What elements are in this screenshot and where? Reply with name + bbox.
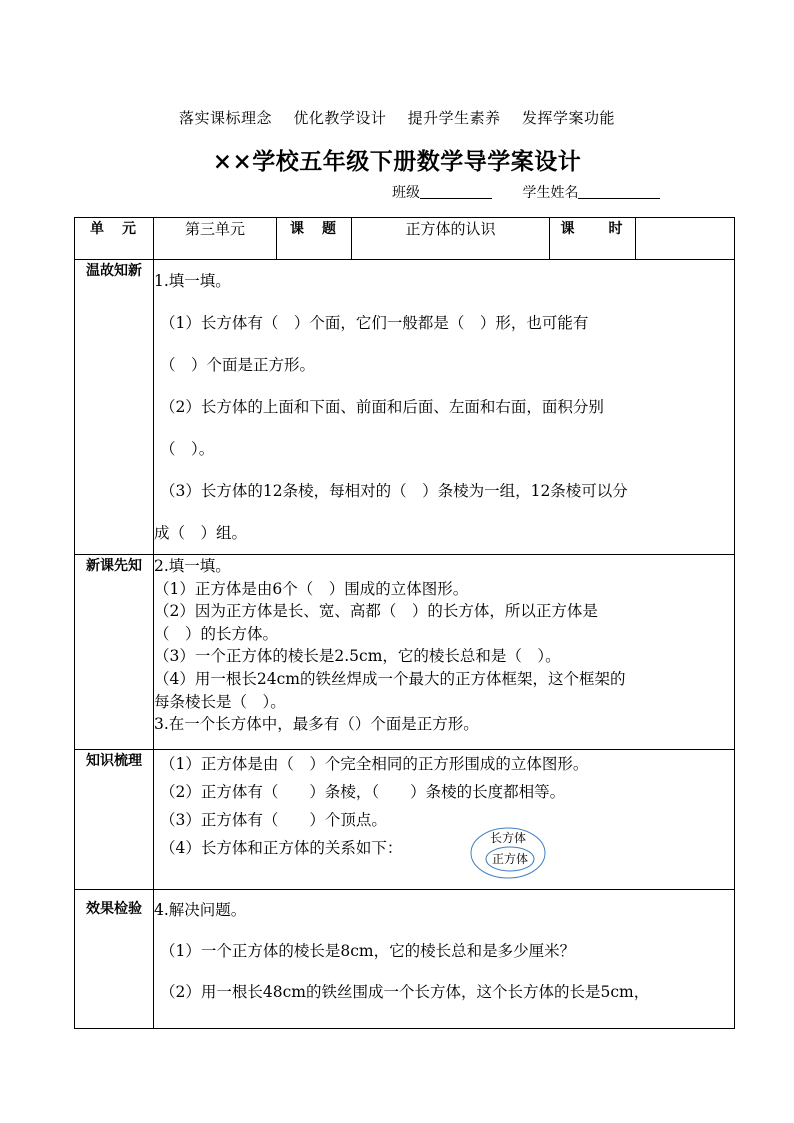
knowledge-row: [75, 750, 735, 890]
preview-line: 每条棱长是（ ）。: [154, 692, 286, 711]
knowledge-content: [154, 750, 735, 890]
name-label: 学生姓名: [522, 185, 579, 201]
knowledge-label: 知识梳理: [75, 750, 154, 890]
review-line: 1.填一填。: [154, 272, 231, 290]
page-title: ××学校五年级下册数学导学案设计: [212, 148, 582, 175]
check-content: [154, 890, 735, 1029]
check-line: （2）用一根长48cm的铁丝围成一个长方体，这个长方体的长是5cm，: [160, 983, 650, 1001]
slogan-2: 优化教学设计: [293, 109, 387, 127]
period-label: 课 时: [550, 218, 636, 260]
review-line: （ ）。: [160, 440, 215, 458]
review-label: 温故知新: [75, 260, 154, 555]
check-line: 4.解决问题。: [154, 901, 247, 919]
knowledge-line: （1）正方体是由（ ）个完全相同的正方形围成的立体图形。: [160, 755, 589, 773]
slogan-4: 发挥学案功能: [521, 109, 615, 127]
name-blank[interactable]: [578, 184, 660, 199]
review-line: （3）长方体的12条棱，每相对的（ ）条棱为一组，12条棱可以分: [160, 482, 628, 500]
knowledge-line: （2）正方体有（ ）条棱，（ ）条棱的长度都相等。: [160, 783, 566, 801]
check-line: （1）一个正方体的棱长是8cm，它的棱长总和是多少厘米？: [160, 942, 576, 960]
review-line: 成（ ）组。: [154, 524, 248, 542]
lesson-table: [74, 217, 735, 1029]
preview-label: 新课先知: [75, 555, 154, 750]
knowledge-line: （3）正方体有（ ）个顶点。: [160, 811, 387, 829]
slogan-3: 提升学生素养: [407, 109, 501, 127]
review-content: [154, 260, 735, 555]
preview-line: （ ）的长方体。: [154, 624, 279, 643]
venn-inner-label: 正方体: [491, 852, 529, 866]
table-header-row: [75, 218, 735, 260]
unit-value: 第三单元: [154, 218, 277, 260]
preview-line: （3）一个正方体的棱长是2.5cm，它的棱长总和是（ ）。: [154, 647, 561, 666]
knowledge-line: （4）长方体和正方体的关系如下：: [160, 839, 403, 857]
venn-outer-label: 长方体: [489, 831, 527, 845]
student-info-line: [392, 182, 660, 202]
preview-line: （1）正方体是由6个（ ）围成的立体图形。: [154, 579, 469, 598]
preview-line: 3.在一个长方体中，最多有（）个面是正方形。: [154, 715, 479, 734]
class-label: 班级: [392, 185, 420, 201]
topic-label: 课 题: [277, 218, 352, 260]
review-line: （2）长方体的上面和下面、前面和后面、左面和右面，面积分别: [160, 398, 604, 416]
preview-line: （2）因为正方体是长、宽、高都（ ）的长方体，所以正方体是: [154, 602, 598, 621]
class-blank[interactable]: [420, 184, 492, 199]
slogan-1: 落实课标理念: [179, 109, 273, 127]
slogan-line: [0, 107, 794, 128]
cuboid-cube-venn-diagram: [470, 827, 546, 879]
unit-label: 单 元: [75, 218, 154, 260]
preview-row: [75, 555, 735, 750]
period-value[interactable]: [636, 218, 735, 260]
review-line: （1）长方体有（ ）个面，它们一般都是（ ）形，也可能有: [160, 314, 589, 332]
preview-content: [154, 555, 735, 750]
review-row: [75, 260, 735, 555]
check-row: [75, 890, 735, 1029]
review-line: （ ）个面是正方形。: [160, 356, 316, 374]
preview-line: （4）用一根长24cm的铁丝焊成一个最大的正方体框架，这个框架的: [154, 669, 626, 688]
preview-line: 2.填一填。: [154, 557, 231, 575]
check-label: 效果检验: [75, 890, 154, 1029]
topic-value: 正方体的认识: [352, 218, 550, 260]
